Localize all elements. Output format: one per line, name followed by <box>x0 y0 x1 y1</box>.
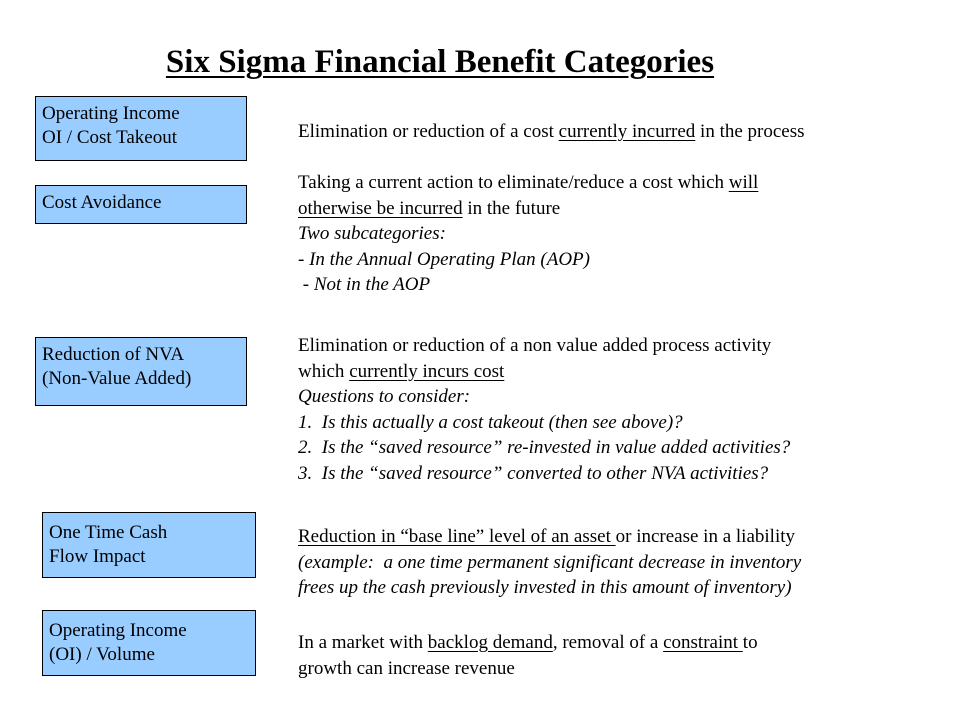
description-line <box>298 550 948 576</box>
description-line <box>298 575 948 601</box>
description-line <box>298 272 948 298</box>
description-line <box>298 247 948 273</box>
description-one-time-cash-flow <box>298 524 948 601</box>
category-label: Reduction of NVA <box>42 344 185 365</box>
page-title: Six Sigma Financial Benefit Categories <box>165 44 715 80</box>
text-run: , removal of a <box>552 632 664 653</box>
category-label: (Non-Value Added) <box>42 368 192 389</box>
description-reduction-of-nva <box>298 333 948 487</box>
italic-text: Questions to consider: <box>298 386 471 408</box>
category-box-one-time-cash-flow <box>42 512 256 578</box>
description-operating-income-volume <box>298 630 948 681</box>
italic-text: 1. Is this actually a cost takeout (then see above)? <box>298 411 683 433</box>
text-run: in the process <box>695 121 805 142</box>
category-label: One Time Cash <box>49 522 168 543</box>
italic-text: 3. Is the “saved resource” converted to other NVA activities? <box>298 462 769 484</box>
description-line <box>298 359 948 385</box>
italic-text: Two subcategories: <box>298 223 446 245</box>
description-line <box>298 461 948 487</box>
category-box-reduction-of-nva <box>35 337 247 406</box>
category-label: Cost Avoidance <box>42 192 162 213</box>
underlined-text: Reduction in “base line” level of an asset <box>298 526 616 547</box>
italic-text: - In the Annual Operating Plan (AOP) <box>298 248 590 270</box>
underlined-text: currently incurred <box>558 121 696 142</box>
description-line <box>298 630 948 656</box>
underlined-text: otherwise be incurred <box>298 197 463 219</box>
text-run: Taking a current action to eliminate/reduce a cost which <box>298 172 729 193</box>
description-operating-income-cost-takeout <box>298 119 948 145</box>
category-label: (OI) / Volume <box>49 644 155 665</box>
description-line <box>298 196 948 222</box>
description-line <box>298 410 948 436</box>
underlined-text: backlog demand <box>427 632 553 653</box>
underlined-text: will <box>728 172 759 193</box>
italic-text: frees up the cash previously invested in this amount of inventory) <box>298 577 792 599</box>
text-run: which <box>298 360 350 382</box>
description-line: growth can increase revenue <box>298 657 515 679</box>
underlined-text: constraint <box>663 632 743 653</box>
category-box-operating-income-volume <box>42 610 256 676</box>
description-line <box>298 524 948 550</box>
text-run: to <box>742 632 758 653</box>
description-line <box>298 221 948 247</box>
text-run: In a market with <box>298 632 428 653</box>
description-line: Elimination or reduction of a non value added process activity <box>298 335 772 356</box>
description-line <box>298 384 948 410</box>
category-label: OI / Cost Takeout <box>42 127 178 148</box>
category-box-operating-income-cost-takeout <box>35 96 247 161</box>
category-label: Operating Income <box>42 103 180 124</box>
category-label: Flow Impact <box>49 546 146 567</box>
underlined-text: currently incurs cost <box>349 360 505 382</box>
description-line <box>298 435 948 461</box>
description-cost-avoidance <box>298 170 948 298</box>
italic-text: (example: a one time permanent significant decrease in inventory <box>298 551 802 573</box>
text-run: in the future <box>462 197 561 219</box>
category-label: Operating Income <box>49 620 187 641</box>
description-line <box>298 170 948 196</box>
text-run: Elimination or reduction of a cost <box>298 121 559 142</box>
italic-text: 2. Is the “saved resource” re-invested in value added activities? <box>298 437 791 459</box>
italic-text: - Not in the AOP <box>298 274 431 296</box>
text-run: or increase in a liability <box>615 526 796 547</box>
description-line <box>298 119 948 145</box>
category-box-cost-avoidance <box>35 185 247 224</box>
